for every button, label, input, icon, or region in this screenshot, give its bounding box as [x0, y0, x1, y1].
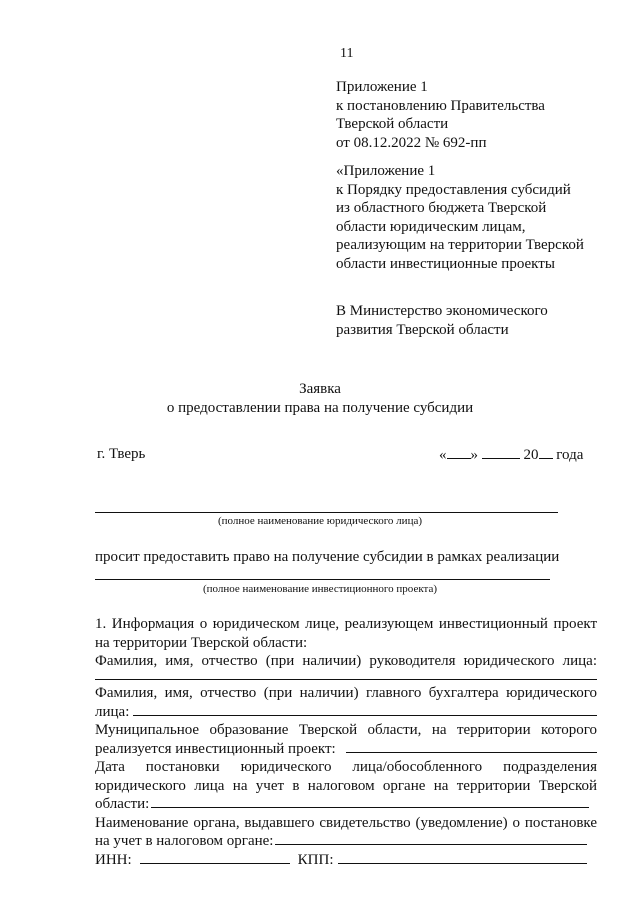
inn-kpp-row: [95, 851, 597, 870]
registration-label-end: области:: [95, 796, 150, 812]
registration-label: юридического лица на учет в налоговом органе на территории Тверской: [95, 777, 597, 794]
kpp-field[interactable]: [338, 851, 587, 864]
authority-label: Наименование органа, выдавшего свидетельство (уведомление) о постановке: [95, 814, 597, 831]
annex-order-line: области инвестиционные проекты: [336, 255, 555, 272]
request-text: просит предоставить право на получение субсидии в рамках реализации: [95, 549, 560, 565]
annex-order-line: реализующим на территории Тверской: [336, 237, 584, 253]
registration-date-line[interactable]: [151, 795, 589, 808]
section-heading-line: 1. Информация о юридическом лице, реализующем инвестиционный проект: [95, 616, 597, 632]
registration-row: [95, 795, 597, 814]
accountant-name-line[interactable]: [133, 703, 597, 716]
authority-label-end: на учет в налоговом органе:: [95, 833, 274, 849]
title-line: о предоставлении права на получение субсидии: [166, 400, 474, 416]
accountant-label-end: лица:: [95, 703, 130, 720]
annex-order-line: из областного бюджета Тверской: [336, 200, 547, 216]
head-name-line[interactable]: [95, 679, 597, 680]
day-blank[interactable]: [447, 446, 471, 459]
authority-row: [95, 832, 597, 851]
annex-line: Приложение 1: [336, 79, 428, 95]
month-blank[interactable]: [482, 446, 520, 459]
annex-line: Тверской области: [336, 116, 449, 132]
title-line: Заявка: [299, 381, 341, 397]
kpp-label: КПП:: [297, 851, 334, 868]
annex-order-header: [336, 162, 584, 273]
project-caption: (полное наименование инвестиционного проекта): [202, 583, 438, 595]
annex-order-line: области юридическим лицам,: [336, 218, 526, 235]
date-close-quote: »: [470, 447, 478, 463]
annex-line: к постановлению Правительства: [336, 97, 545, 114]
municipal-label: Муниципальное образование Тверской области, на территории которого: [95, 722, 597, 738]
municipal-row: [95, 740, 597, 759]
accountant-row: [95, 703, 597, 722]
annex-header: [336, 78, 545, 152]
date-line: [439, 446, 583, 464]
section-heading-line: на территории Тверской области:: [95, 634, 308, 651]
document-title: [0, 380, 640, 418]
section-1: [95, 615, 597, 671]
year-blank[interactable]: [539, 446, 553, 459]
annex-order-line: «Приложение 1: [336, 163, 436, 179]
year-prefix: 20: [523, 447, 539, 463]
entity-name-line[interactable]: [95, 512, 558, 513]
head-name-label: Фамилия, имя, отчество (при наличии) руководителя юридического лица:: [95, 653, 597, 669]
addressee: [336, 302, 548, 339]
registration-label: Дата постановки юридического лица/обособленного подразделения: [95, 759, 597, 775]
year-suffix: года: [556, 447, 584, 463]
annex-line: от 08.12.2022 № 692-пп: [336, 134, 487, 151]
entity-caption: (полное наименование юридического лица): [217, 515, 422, 527]
section-1-cont: [95, 684, 597, 869]
annex-order-line: к Порядку предоставления субсидий: [336, 181, 571, 198]
addressee-line: развития Тверской области: [336, 321, 509, 338]
inn-field[interactable]: [140, 851, 290, 864]
page-number: 11: [340, 46, 354, 61]
addressee-line: В Министерство экономического: [336, 303, 548, 319]
inn-label: ИНН:: [95, 851, 132, 868]
accountant-label: Фамилия, имя, отчество (при наличии) главного бухгалтера юридического: [95, 685, 597, 701]
city: г. Тверь: [97, 446, 146, 462]
date-open-quote: «: [439, 447, 447, 463]
authority-line[interactable]: [275, 832, 587, 845]
municipal-label-end: реализуется инвестиционный проект:: [95, 740, 336, 757]
project-name-line[interactable]: [95, 579, 550, 580]
municipal-line[interactable]: [346, 740, 597, 753]
